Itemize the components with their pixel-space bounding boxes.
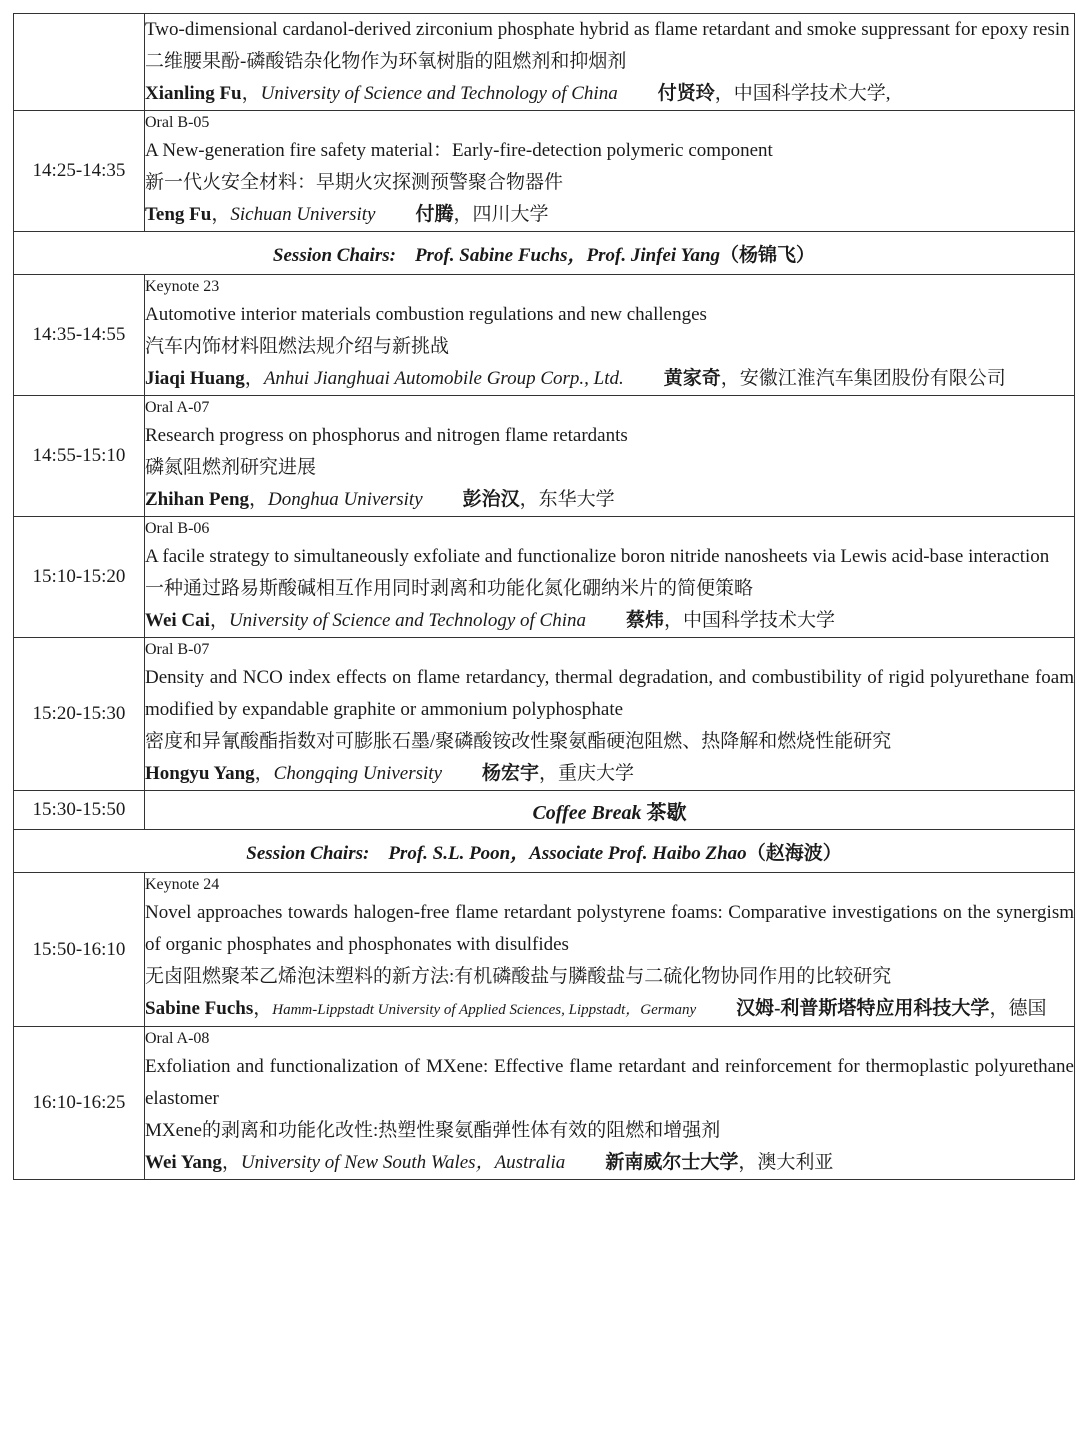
speaker-affiliation-cn: ，德国 bbox=[989, 998, 1047, 1019]
talk-row bbox=[14, 111, 1075, 232]
speaker-name: Wei Cai bbox=[145, 610, 210, 631]
speaker-name-cn: 汉姆-利普斯塔特应用科技大学 bbox=[736, 998, 990, 1019]
break-text: Coffee Break bbox=[532, 801, 642, 824]
speaker-line: Teng Fu，Sichuan University 付腾，四川大学 bbox=[145, 204, 549, 225]
talk-title-cn: 新一代火安全材料：早期火灾探测预警聚合物器件 bbox=[145, 172, 564, 193]
talk-title-cn: 密度和异氰酸酯指数对可膨胀石墨/聚磷酸铵改性聚氨酯硬泡阻燃、热降解和燃烧性能研究 bbox=[145, 731, 892, 752]
talk-label: Keynote 24 bbox=[145, 876, 220, 893]
speaker-name: Jiaqi Huang bbox=[145, 368, 245, 389]
talk-row bbox=[14, 396, 1075, 517]
speaker-name-cn: 彭治汉 bbox=[462, 489, 520, 510]
schedule-body bbox=[14, 14, 1075, 1180]
talk-row bbox=[14, 14, 1075, 111]
break-text-cn: 茶歇 bbox=[646, 801, 687, 824]
speaker-affiliation-cn: ，东华大学 bbox=[519, 489, 615, 510]
talk-row bbox=[14, 275, 1075, 396]
speaker-line: Jiaqi Huang，Anhui Jianghuai Automobile Group Corp., Ltd. 黄家奇，安徽江淮汽车集团股份有限公司 bbox=[145, 368, 1006, 389]
speaker-name: Hongyu Yang bbox=[145, 763, 255, 784]
time-slot: 15:10-15:20 bbox=[14, 517, 145, 638]
time-slot: 14:35-14:55 bbox=[14, 275, 145, 396]
speaker-affiliation: Hamm-Lippstadt University of Applied Sciences, Lippstadt，Germany bbox=[272, 1002, 697, 1018]
talk-label: Oral B-07 bbox=[145, 641, 210, 658]
talk-content bbox=[145, 517, 1075, 638]
speaker-name: Zhihan Peng bbox=[145, 489, 250, 510]
speaker-affiliation: Sichuan University bbox=[230, 204, 376, 225]
talk-title-cn: 磷氮阻燃剂研究进展 bbox=[145, 457, 317, 478]
talk-title-cn: 一种通过路易斯酸碱相互作用同时剥离和功能化氮化硼纳米片的简便策略 bbox=[145, 578, 754, 599]
talk-title-cn: 无卤阻燃聚苯乙烯泡沫塑料的新方法:有机磷酸盐与膦酸盐与二硫化物协同作用的比较研究 bbox=[145, 966, 892, 987]
break-label bbox=[145, 791, 1075, 830]
time-slot: 15:30-15:50 bbox=[14, 791, 145, 830]
speaker-name: Sabine Fuchs bbox=[145, 998, 254, 1019]
speaker-affiliation: Donghua University bbox=[268, 489, 423, 510]
talk-label: Oral B-06 bbox=[145, 520, 210, 537]
talk-row bbox=[14, 638, 1075, 791]
talk-content bbox=[145, 396, 1075, 517]
talk-row bbox=[14, 517, 1075, 638]
talk-label: Oral A-07 bbox=[145, 399, 210, 416]
talk-content bbox=[145, 638, 1075, 791]
speaker-name: Xianling Fu bbox=[145, 83, 242, 104]
time-slot bbox=[14, 14, 145, 111]
talk-content bbox=[145, 275, 1075, 396]
speaker-affiliation-cn: ，中国科学技术大学, bbox=[714, 83, 891, 104]
talk-title: Two-dimensional cardanol-derived zirconium phosphate hybrid as flame retardant and smoke suppressant for epoxy resin bbox=[145, 19, 1070, 40]
speaker-line: Wei Yang，University of New South Wales，Australia 新南威尔士大学，澳大利亚 bbox=[145, 1152, 834, 1173]
speaker-name-cn: 杨宏宇 bbox=[482, 763, 540, 784]
talk-content bbox=[145, 111, 1075, 232]
session-row bbox=[14, 232, 1075, 275]
talk-title: Exfoliation and functionalization of MXene: Effective flame retardant and reinforcement for thermoplastic polyurethane elastomer bbox=[145, 1056, 1074, 1109]
talk-content bbox=[145, 1027, 1075, 1180]
speaker-line: Sabine Fuchs，Hamm-Lippstadt University of Applied Sciences, Lippstadt，Germany 汉姆-利普斯塔特应用科技大学，德国 bbox=[145, 998, 1047, 1019]
speaker-name-cn: 黄家奇 bbox=[663, 368, 721, 389]
session-chairs bbox=[14, 232, 1075, 275]
talk-content bbox=[145, 873, 1075, 1027]
talk-title: Automotive interior materials combustion regulations and new challenges bbox=[145, 304, 707, 325]
talk-title-cn: MXene的剥离和功能化改性:热塑性聚氨酯弹性体有效的阻燃和增强剂 bbox=[145, 1120, 721, 1141]
speaker-line: Wei Cai，University of Science and Technology of China 蔡炜，中国科学技术大学 bbox=[145, 610, 836, 631]
talk-content bbox=[145, 14, 1075, 111]
speaker-affiliation: University of Science and Technology of China bbox=[260, 83, 618, 104]
speaker-name-cn: 新南威尔士大学 bbox=[605, 1152, 739, 1173]
time-slot: 15:20-15:30 bbox=[14, 638, 145, 791]
time-slot: 14:25-14:35 bbox=[14, 111, 145, 232]
time-slot: 15:50-16:10 bbox=[14, 873, 145, 1027]
session-chairs bbox=[14, 830, 1075, 873]
speaker-name-cn: 蔡炜 bbox=[626, 610, 665, 631]
talk-title: A facile strategy to simultaneously exfoliate and functionalize boron nitride nanosheets via Lewis acid-base interaction bbox=[145, 546, 1050, 567]
talk-label: Keynote 23 bbox=[145, 278, 220, 295]
talk-title-cn: 二维腰果酚-磷酸锆杂化物作为环氧树脂的阻燃剂和抑烟剂 bbox=[145, 51, 627, 72]
speaker-line: Zhihan Peng，Donghua University 彭治汉，东华大学 bbox=[145, 489, 615, 510]
speaker-affiliation: University of Science and Technology of China bbox=[228, 610, 587, 631]
speaker-affiliation: Anhui Jianghuai Automobile Group Corp., Ltd. bbox=[263, 368, 624, 389]
talk-label: Oral B-05 bbox=[145, 114, 210, 131]
speaker-affiliation-cn: ，中国科学技术大学 bbox=[664, 610, 836, 631]
speaker-name: Wei Yang bbox=[145, 1152, 222, 1173]
speaker-affiliation-cn: ，四川大学 bbox=[453, 204, 549, 225]
time-slot: 16:10-16:25 bbox=[14, 1027, 145, 1180]
time-slot: 14:55-15:10 bbox=[14, 396, 145, 517]
break-row bbox=[14, 791, 1075, 830]
speaker-affiliation-cn: ，重庆大学 bbox=[539, 763, 635, 784]
talk-title: Novel approaches towards halogen-free flame retardant polystyrene foams: Comparative investigations on the synergism of organic phosphates and phosphonates with disulfides bbox=[145, 902, 1074, 955]
talk-title: Density and NCO index effects on flame retardancy, thermal degradation, and combustibility of rigid polyurethane foam modified by expandable graphite or ammonium polyphosphate bbox=[145, 667, 1074, 720]
speaker-line: Xianling Fu，University of Science and Technology of China 付贤玲，中国科学技术大学, bbox=[145, 83, 891, 104]
speaker-line: Hongyu Yang，Chongqing University 杨宏宇，重庆大学 bbox=[145, 763, 635, 784]
talk-row bbox=[14, 1027, 1075, 1180]
talk-label: Oral A-08 bbox=[145, 1030, 210, 1047]
talk-row bbox=[14, 873, 1075, 1027]
session-chairs-text: Session Chairs: Prof. S.L. Poon，Associate Prof. Haibo Zhao bbox=[246, 842, 747, 864]
talk-title: A New-generation fire safety material：Early-fire-detection polymeric component bbox=[145, 140, 773, 161]
speaker-affiliation: Chongqing University bbox=[273, 763, 443, 784]
speaker-affiliation: University of New South Wales，Australia bbox=[240, 1152, 566, 1173]
speaker-name-cn: 付腾 bbox=[415, 204, 454, 225]
speaker-affiliation-cn: ，澳大利亚 bbox=[738, 1152, 834, 1173]
session-chairs-cn: （杨锦飞） bbox=[720, 244, 816, 266]
schedule-table bbox=[13, 13, 1075, 1180]
session-chairs-text: Session Chairs: Prof. Sabine Fuchs，Prof. Jinfei Yang bbox=[272, 244, 721, 266]
speaker-affiliation-cn: ，安徽江淮汽车集团股份有限公司 bbox=[720, 368, 1006, 389]
session-chairs-cn: （赵海波） bbox=[746, 842, 842, 864]
talk-title-cn: 汽车内饰材料阻燃法规介绍与新挑战 bbox=[145, 336, 450, 357]
speaker-name: Teng Fu bbox=[145, 204, 212, 225]
session-row bbox=[14, 830, 1075, 873]
talk-title: Research progress on phosphorus and nitrogen flame retardants bbox=[145, 425, 628, 446]
speaker-name-cn: 付贤玲 bbox=[657, 83, 715, 104]
